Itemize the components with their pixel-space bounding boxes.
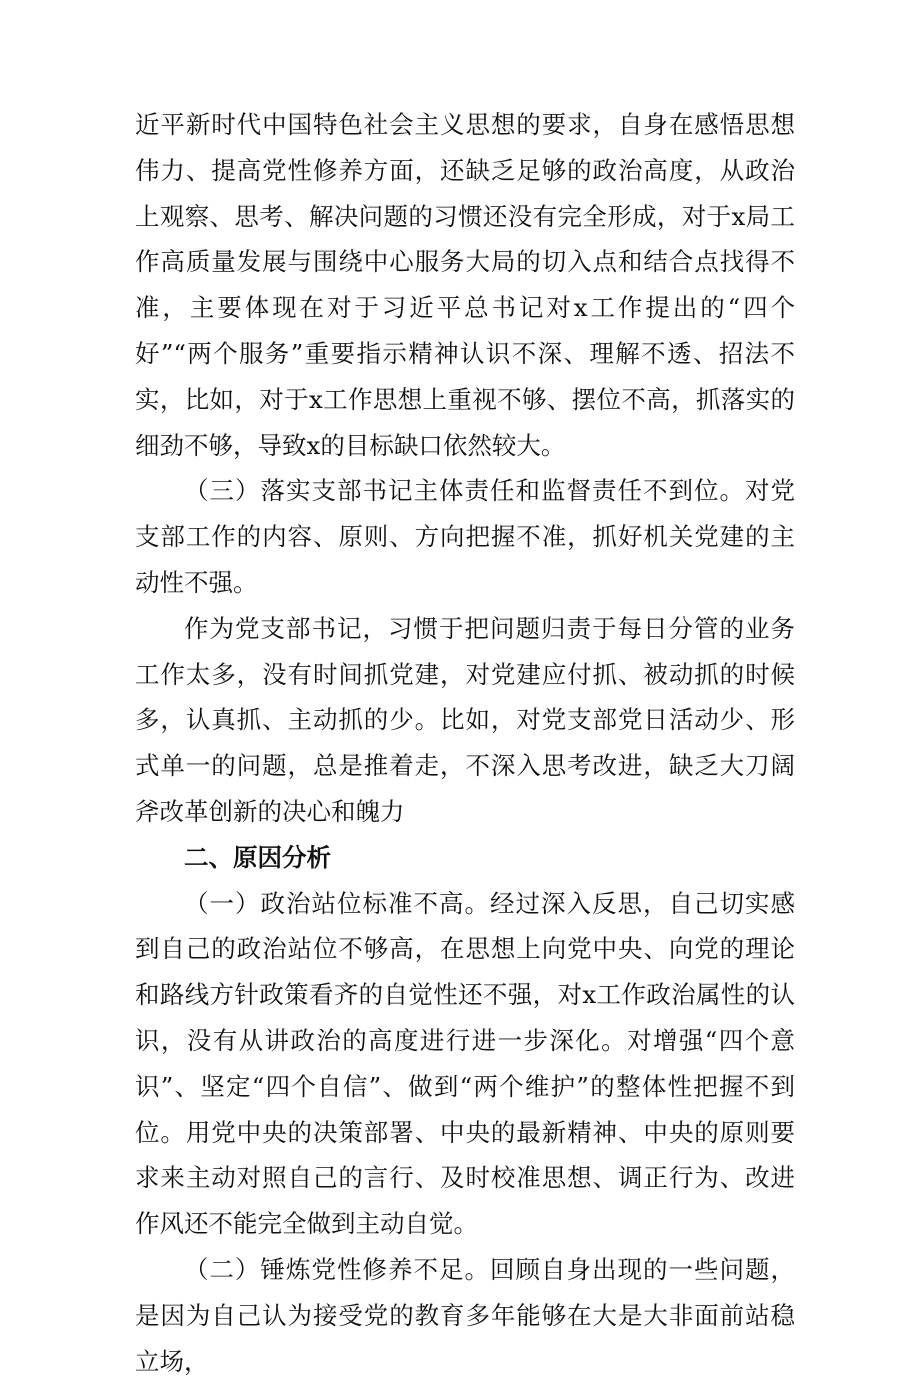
- document-body: [135, 102, 795, 1384]
- paragraph-political-stance: （一）政治站位标准不高。经过深入反思，自己切实感到自己的政治站位不够高，在思想上向党中央、向党的理论和路线方针政策看齐的自觉性还不强，对x工作政治属性的认识，没有从讲政治的高度进行进一步深化。对增强“四个意识”、坚定“四个自信”、做到“两个维护”的整体性把握不到位。用党中央的决策部署、中央的最新精神、中央的原则要求来主动对照自己的言行、及时校准思想、调正行为、改进作风还不能完全做到主动自觉。: [135, 888, 795, 1239]
- section-heading-cause-analysis: 二、原因分析: [184, 842, 331, 872]
- paragraph-branch-secretary: 作为党支部书记，习惯于把问题归责于每日分管的业务工作太多，没有时间抓党建，对党建应付抓、被动抓的时候多，认真抓、主动抓的少。比如，对党支部党日活动少、形式单一的问题，总是推着走，不深入思考改进，缺乏大刀阔斧改革创新的决心和魄力: [135, 613, 795, 826]
- paragraph-continuation: 近平新时代中国特色社会主义思想的要求，自身在感悟思想伟力、提高党性修养方面，还缺乏足够的政治高度，从政治上观察、思考、解决问题的习惯还没有完全形成，对于x局工作高质量发展与围绕中心服务大局的切入点和结合点找得不准，主要体现在对于习近平总书记对x工作提出的“四个好”“两个服务”重要指示精神认识不深、理解不透、招法不实，比如，对于x工作思想上重视不够、摆位不高，抓落实的细劲不够，导致x的目标缺口依然较大。: [135, 110, 795, 460]
- paragraph-party-cultivation: （二）锤炼党性修养不足。回顾自身出现的一些问题，是因为自己认为接受党的教育多年能够在大是大非面前站稳立场，: [135, 1254, 795, 1376]
- paragraph-section-three: （三）落实支部书记主体责任和监督责任不到位。对党支部工作的内容、原则、方向把握不准，抓好机关党建的主动性不强。: [135, 476, 795, 597]
